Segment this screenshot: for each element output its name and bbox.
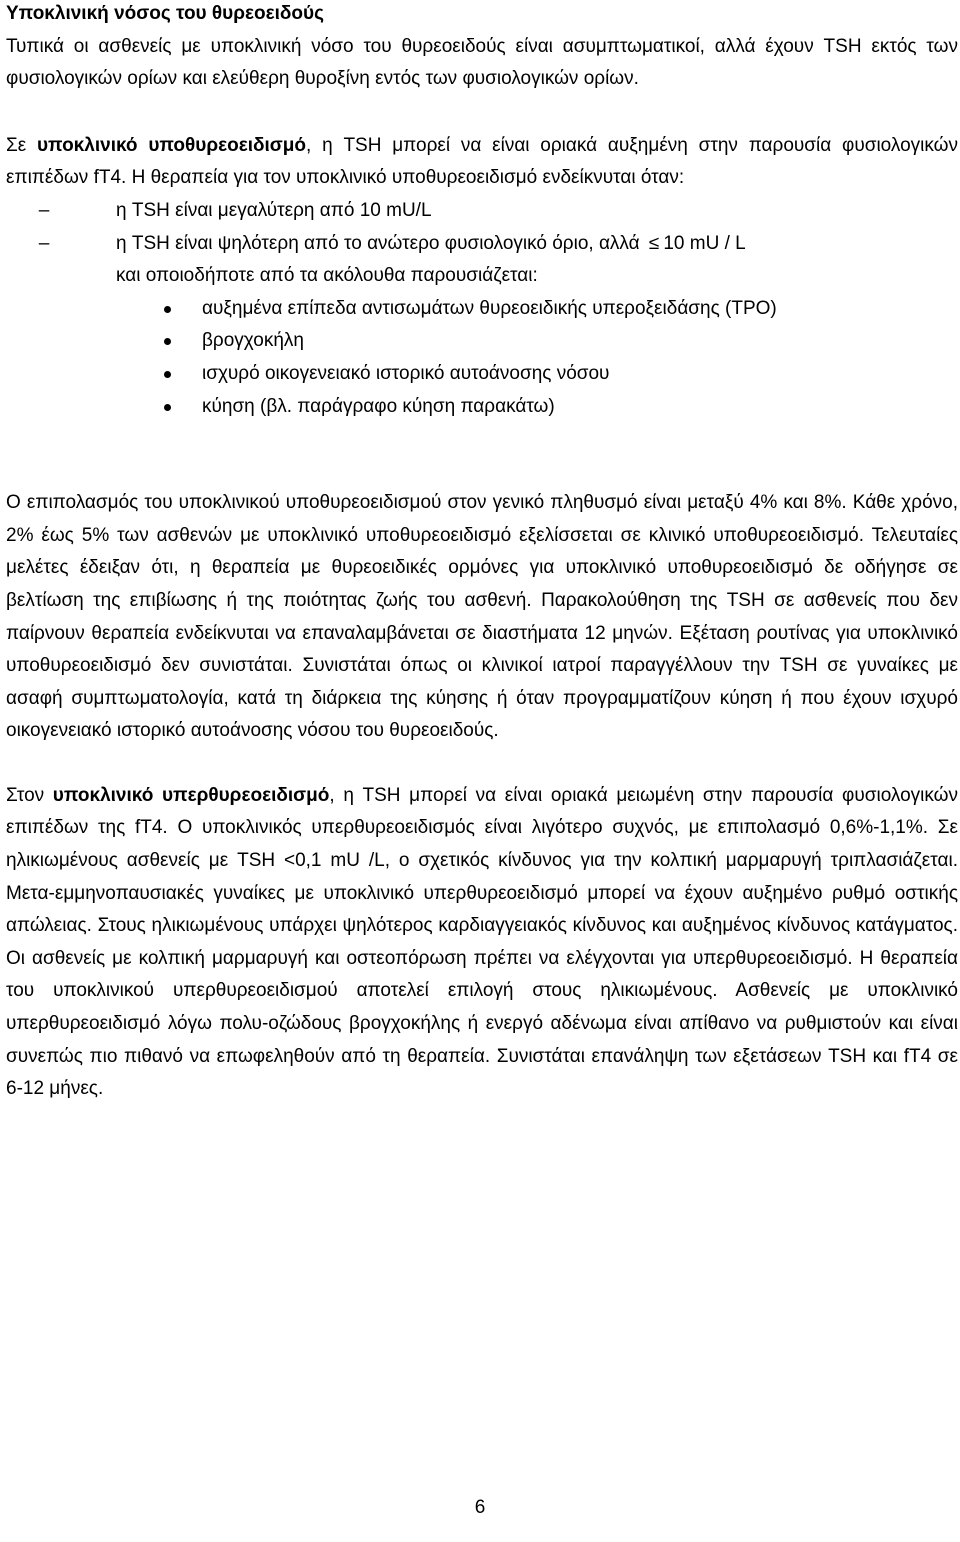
bullet-item	[6, 293, 958, 326]
hyper-lead: Στον	[6, 784, 53, 806]
bullet-text: ισχυρό οικογενειακό ιστορικό αυτοάνοσης νόσου	[202, 362, 610, 384]
dash-marker: –	[38, 232, 50, 254]
bullet-icon	[164, 371, 171, 378]
intro-paragraph: Τυπικά οι ασθενείς με υποκλινική νόσο του θυρεοειδούς είναι ασυμπτωματικοί, αλλά έχουν TSH εκτός των φυσιολογικών ορίων και ελεύθερη θυροξίνη εντός των φυσιολογικών ορίων.	[6, 35, 958, 90]
document-page	[6, 0, 958, 1106]
conditions-list	[6, 293, 958, 423]
hypo-text: , η TSH μπορεί να είναι οριακά αυξημένη στην παρουσία φυσιολογικών επιπέδων fT4. Η θεραπεία για τον υποκλινικό υποθυρεοειδισμό ενδείκνυται όταν:	[6, 134, 958, 189]
dash-item	[6, 228, 958, 261]
dash-item-text: η TSH είναι ψηλότερη από το ανώτερο φυσιολογικό όριο, αλλά	[116, 232, 640, 254]
hypo-lead: Σε	[6, 134, 37, 156]
hypo-term: υποκλινικό υποθυρεοειδισμό	[37, 134, 307, 156]
prevalence-paragraph: Ο επιπολασμός του υποκλινικού υποθυρεοειδισμού στον γενικό πληθυσμό είναι μεταξύ 4% και 8%. Κάθε χρόνο, 2% έως 5% των ασθενών με υποκλινικό υποθυρεοειδισμό εξελίσσεται σε κλινικό υποθυρεοειδισμό. Τελευταίες μελέτες έδειξαν ότι, η θεραπεία με θυρεοειδικές ορμόνες για υποκλινικό υποθυρεοειδισμό δε οδήγησε σε βελτίωση της επιβίωσης ή της ποιότητας ζωής του ασθενή. Παρακολούθηση της TSH σε ασθενείς που δεν παίρνουν θεραπεία ενδείκνυται να επαναλαμβάνεται σε διαστήματα 12 μηνών. Εξέταση ρουτίνας για υποκλινικό υποθυρεοειδισμό δεν συνιστάται. Συνιστάται όπως οι κλινικοί ιατροί παραγγέλλουν την TSH σε γυναίκες με ασαφή συμπτωματολογία, κατά τη διάρκεια της κύησης ή όταν προγραμματίζουν κύηση ή που έχουν ισχυρό οικογενειακό ιστορικό αυτοάνοσης νόσου του θυρεοειδούς.	[6, 492, 958, 742]
page-number: 6	[474, 1497, 486, 1518]
dash-item	[6, 195, 958, 228]
bullet-text: βρογχοκήλη	[202, 330, 304, 352]
conditions-intro: και οποιοδήποτε από τα ακόλουθα παρουσιάζεται:	[116, 265, 538, 287]
bullet-icon	[164, 338, 171, 345]
hyperthyroidism-paragraph	[6, 780, 958, 1106]
leq-value: 10 mU / L	[663, 232, 746, 254]
less-or-equal-symbol: ≤	[648, 232, 660, 254]
hypothyroidism-paragraph	[6, 130, 958, 195]
bullet-item	[6, 325, 958, 358]
bullet-item	[6, 391, 958, 424]
treatment-criteria-list	[6, 195, 958, 260]
section-title: Υποκλινική νόσος του θυρεοειδούς	[6, 3, 324, 24]
bullet-icon	[164, 404, 171, 411]
dash-marker: –	[38, 199, 50, 221]
dash-item-text: η TSH είναι μεγαλύτερη από 10 mU/L	[116, 199, 432, 221]
hyper-term: υποκλινικό υπερθυρεοειδισμό	[52, 784, 330, 806]
bullet-text: αυξημένα επίπεδα αντισωμάτων θυρεοειδικής υπεροξειδάσης (TPO)	[202, 297, 777, 319]
bullet-text: κύηση (βλ. παράγραφο κύηση παρακάτω)	[202, 395, 555, 417]
bullet-icon	[164, 306, 171, 313]
hyper-text: , η TSH μπορεί να είναι οριακά μειωμένη στην παρουσία φυσιολογικών επιπέδων της fT4. Ο υποκλινικός υπερθυρεοειδισμός είναι λιγότερο συχνός, με επιπολασμό 0,6%-1,1%. Σε ηλικιωμένους ασθενείς με TSH <0,1 mU /L, ο σχετικός κίνδυνος για την κολπική μαρμαρυγή τριπλασιάζεται. Μετα-εμμηνοπαυσιακές γυναίκες με υποκλινικό υπερθυρεοειδισμό μπορεί να έχουν αυξημένο ρυθμό οστικής απώλειας. Στους ηλικιωμένους υπάρχει ψηλότερος καρδιαγγειακός κίνδυνος και αυξημένος κίνδυνος κατάγματος. Οι ασθενείς με κολπική μαρμαρυγή και οστεοπόρωση πρέπει να ελέγχονται για υπερθυρεοειδισμό. Η θεραπεία του υποκλινικού υπερθυρεοειδισμού αποτελεί επιλογή στους ηλικιωμένους. Ασθενείς με υποκλινικό υπερθυρεοειδισμό λόγω πολυ-οζώδους βρογχοκήλης ή ενεργό αδένωμα είναι απίθανο να ρυθμιστούν και είναι συνεπώς πιο πιθανό να επωφεληθούν από τη θεραπεία. Συνιστάται επανάληψη των εξετάσεων TSH και fT4 σε 6-12 μήνες.	[6, 784, 958, 1100]
bullet-item	[6, 358, 958, 391]
